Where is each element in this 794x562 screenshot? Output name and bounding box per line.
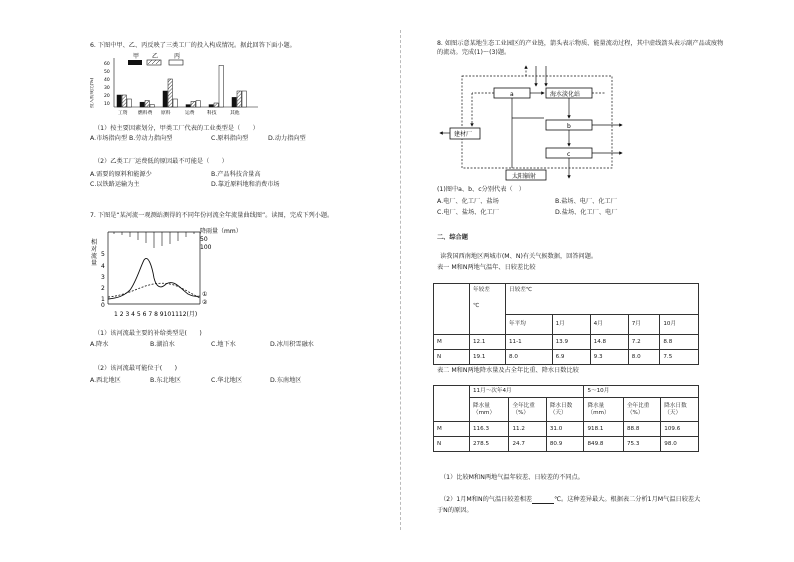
q7-sub1-option-b[interactable]: B.湖泊水 — [150, 341, 175, 348]
t2-col-3: 降水日数（天） — [546, 398, 584, 422]
q7-stem: 7. 下图是“某河流一观测站测得的不同年份河流全年流量曲线图”。读图，完成下列小题。 — [90, 212, 334, 219]
table-row: M 116.3 11.2 31.0 918.1 88.8 109.6 — [434, 422, 699, 437]
q8-sub1-option-c[interactable]: C.电厂、盐场、化工厂 — [437, 209, 499, 216]
q6-bar — [173, 99, 177, 107]
svg-text:30: 30 — [104, 86, 110, 91]
q7-sub2-option-d[interactable]: D.东南地区 — [270, 377, 302, 384]
q7-sub1-option-a[interactable]: A.降水 — [90, 341, 109, 348]
q6-bar-chart — [90, 50, 260, 122]
svg-text:工资: 工资 — [118, 111, 128, 116]
q6-bar — [163, 91, 167, 107]
svg-text:5: 5 — [101, 251, 105, 258]
q6-bar — [168, 79, 172, 107]
q6-bar — [209, 105, 213, 107]
t1-col-apr: 4月 — [590, 315, 628, 335]
column-divider — [400, 30, 401, 530]
box-solar-label: 太阳辐射 — [512, 173, 537, 180]
t2-col-1: 降水量（mm） — [470, 398, 509, 422]
svg-text:60: 60 — [104, 62, 110, 67]
q8-flow-diagram — [436, 58, 636, 184]
table1-caption: 表一 M和N两地气温年、日较差比较 — [437, 264, 536, 271]
q6-bar — [242, 91, 246, 107]
box-b-label: b — [567, 123, 571, 130]
t2-header-period2: 5～10月 — [584, 386, 699, 398]
box-cement-label: 建材厂 — [454, 131, 473, 138]
q7-curve-1 — [108, 258, 200, 299]
t1-header-daily: 日较差℃ — [506, 284, 699, 315]
t2-header-period1: 11月～次年4月 — [470, 386, 584, 398]
q8-stem-line2: 的流动。完成(1)～(3)题。 — [437, 49, 511, 56]
q6-bar — [214, 103, 218, 107]
q6-bar — [127, 99, 131, 107]
table2-caption: 表二 M和N两地降水量及占全年比重、降水日数比较 — [437, 367, 579, 374]
box-a-label: a — [510, 91, 514, 98]
q6-bar — [232, 97, 236, 107]
t1-col-jul: 7月 — [628, 315, 660, 335]
q7-y-label-1: 相 — [91, 239, 98, 246]
legend-swatch-bing — [169, 60, 183, 65]
q7-sub1: （1）该河流最主要的补给类型是( ) — [94, 330, 202, 337]
t1-col-jan: 1月 — [552, 315, 590, 335]
q6-bar — [117, 95, 121, 107]
q7-precip-label: 降雨量（mm） — [200, 228, 242, 235]
q6-bar — [150, 105, 154, 107]
q7-flow-chart — [88, 224, 248, 322]
q6-sub2-option-a[interactable]: A.需要的原料和能源少 — [90, 171, 152, 178]
svg-text:运费: 运费 — [185, 111, 195, 116]
svg-text:0: 0 — [101, 302, 105, 309]
q8-sub1-option-b[interactable]: B.盐场、电厂、化工厂 — [555, 198, 617, 205]
q6-bar — [145, 101, 149, 107]
section2-q2-line2: 于N的原因。 — [437, 507, 473, 514]
q7-sub2: （2）该河流最可能位于( ) — [94, 365, 178, 372]
q6-sub1-option-a[interactable]: A.市场指向型 — [90, 135, 128, 142]
table1 — [433, 283, 699, 365]
q6-bar — [191, 101, 195, 107]
t2-col-2: 全年比重（%） — [509, 398, 546, 422]
svg-text:燃料费: 燃料费 — [138, 111, 153, 116]
q6-bar — [140, 102, 144, 107]
answer-blank[interactable] — [532, 498, 554, 504]
q6-sub1: （1）按主要因素划分，甲类工厂代表的工业类型是（ ） — [94, 125, 259, 132]
t1-header-unit: ℃ — [473, 302, 480, 309]
q8-sub1: (1)图中a、b、c分别代表（ ） — [437, 186, 525, 193]
t2-col-5: 全年比重（%） — [623, 398, 660, 422]
svg-text:4: 4 — [101, 263, 105, 270]
svg-text:科技: 科技 — [207, 111, 217, 116]
box-seawater-label: 海水淡化站 — [550, 91, 581, 98]
svg-text:原料: 原料 — [161, 111, 171, 116]
legend-label-bing: 丙 — [174, 53, 181, 60]
table2 — [433, 385, 699, 452]
q7-sub1-option-d[interactable]: D.冰川积雪融水 — [270, 341, 314, 348]
q6-sub2-option-d[interactable]: D.靠近原料地和消费市场 — [211, 181, 280, 188]
t1-col-oct: 10月 — [660, 315, 699, 335]
legend-swatch-jia — [128, 60, 142, 65]
section2-title: 二、综合题 — [437, 234, 468, 241]
q6-bar — [219, 65, 223, 107]
q8-sub1-option-d[interactable]: D.盐场、化工厂、电厂 — [555, 209, 618, 216]
svg-text:50: 50 — [200, 236, 208, 243]
svg-text:50: 50 — [104, 70, 110, 75]
table-row: M 12.1 11-1 13.9 14.8 7.2 8.8 — [434, 335, 699, 350]
legend-label-yi: 乙 — [152, 53, 159, 60]
q7-curve-label-1: ① — [202, 291, 208, 298]
q6-y-axis-label: 投入构成比(%) — [90, 77, 95, 108]
svg-text:20: 20 — [104, 94, 110, 99]
q6-sub2-option-b[interactable]: B.产品科技含量高 — [211, 171, 261, 178]
q6-bar — [186, 105, 190, 107]
q7-sub2-option-b[interactable]: B.东北地区 — [150, 377, 181, 384]
q6-bar — [122, 95, 126, 107]
q8-sub1-option-a[interactable]: A.电厂、化工厂、盐场 — [437, 198, 499, 205]
svg-text:其他: 其他 — [230, 111, 240, 116]
t2-col-4: 降水量（mm） — [584, 398, 623, 422]
table-row: N 19.1 8.0 6.9 9.3 8.0 7.5 — [434, 350, 699, 365]
table-row: N 278.5 24.7 80.9 849.8 75.3 98.0 — [434, 437, 699, 452]
q6-stem: 6. 下图中甲、乙、丙反映了三类工厂的投入构成情况。据此回答下面小题。 — [90, 42, 296, 49]
svg-text:1: 1 — [101, 296, 105, 303]
q6-sub1-option-c[interactable]: C.原料指向型 — [211, 135, 249, 142]
section2-intro: 读我国西南地区两城市(M、N)有关气候数据，回答问题。 — [440, 253, 598, 260]
legend-label-jia: 甲 — [133, 53, 140, 60]
q6-bar — [237, 91, 241, 107]
svg-text:10: 10 — [104, 102, 110, 107]
svg-text:2: 2 — [101, 285, 105, 292]
q6-sub1-option-b[interactable]: B.劳动力指向型 — [129, 135, 173, 142]
q6-bar — [196, 101, 200, 107]
q7-sub1-option-c[interactable]: C.地下水 — [211, 341, 236, 348]
q7-y-label-3: 流 — [91, 253, 98, 260]
q6-sub1-option-d[interactable]: D.动力指向型 — [268, 135, 306, 142]
section2-q2-pre: （2）1月M和N的气温日较差相差 — [440, 496, 533, 503]
box-c-label: c — [567, 151, 571, 158]
q8-stem-line1: 8. 如图示意某地生态工业园区的产业链，箭头表示物质、能量流动过程，其中虚线箭头表示副产品或废物 — [437, 40, 724, 47]
section2-q1: （1）比较M和N两地气温年较差、日较差的不同点。 — [440, 474, 584, 481]
q7-x-label: 1 2 3 4 5 6 7 8 9101112(月) — [114, 311, 198, 318]
section2-q2-post: ℃。这种差异最大。根据表二分析1月M气温日较差大 — [554, 496, 701, 503]
t2-col-6: 降水日数（天） — [661, 398, 699, 422]
q7-y-label-4: 量 — [91, 260, 98, 267]
q7-sub2-option-c[interactable]: C.华北地区 — [211, 377, 243, 384]
q6-sub2-option-c[interactable]: C.以铁路运输为主 — [90, 181, 140, 188]
t1-col-avg: 年平均 — [506, 315, 553, 335]
q6-sub2: （2）乙类工厂运费低的原因最不可能是（ ） — [94, 158, 228, 165]
svg-text:100: 100 — [200, 244, 212, 251]
q7-y-label-2: 对 — [91, 246, 98, 253]
section2-q2 — [440, 496, 700, 504]
svg-text:40: 40 — [104, 78, 110, 83]
svg-text:3: 3 — [101, 274, 105, 281]
t1-header-year: 年较差 — [473, 287, 490, 293]
q7-sub2-option-a[interactable]: A.西北地区 — [90, 377, 121, 384]
q7-curve-label-2: ② — [202, 299, 208, 306]
